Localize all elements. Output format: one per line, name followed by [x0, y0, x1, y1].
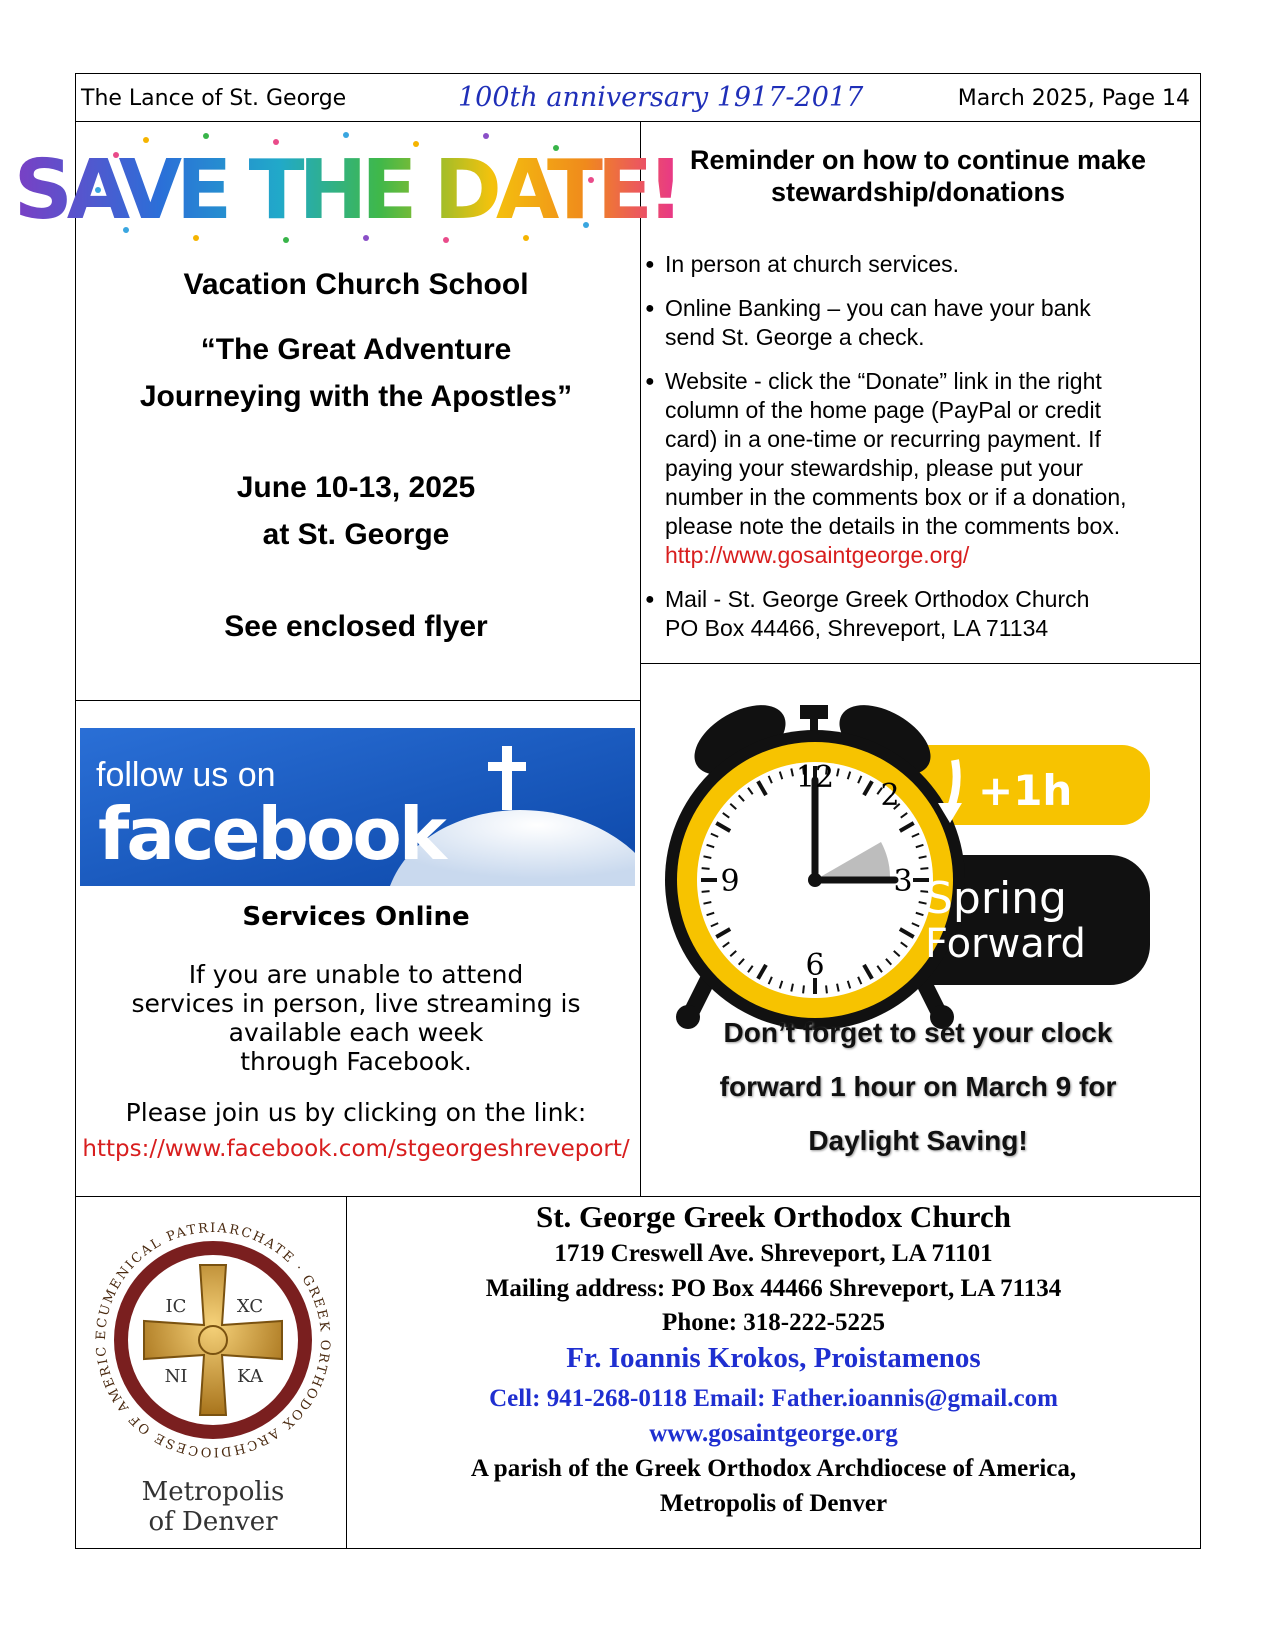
clock-tick — [826, 985, 827, 993]
clock-tick — [702, 868, 710, 869]
dst-message-line-3: Daylight Saving! — [808, 1125, 1028, 1156]
plus-one-hour-badge: +1h — [978, 766, 1073, 815]
street-address: 1719 Creswell Ave. Shreveport, LA 71101 — [554, 1240, 993, 1267]
item-line: column of the home page (PayPal or credit — [665, 397, 1101, 423]
stewardship-title-line-1: Reminder on how to continue make — [689, 145, 1147, 175]
left-mid-divider — [75, 700, 640, 701]
frame-left — [75, 73, 76, 1549]
bullet-icon: ● — [645, 591, 655, 608]
body-line: services in person, live streaming is — [131, 989, 581, 1018]
clock-number: 6 — [805, 948, 825, 983]
list-item — [645, 367, 1185, 570]
priest-name: Fr. Ioannis Krokos, Proistamenos — [566, 1342, 981, 1374]
issue-page: March 2025, Page 14 — [957, 86, 1190, 111]
item-line: In person at church services. — [665, 251, 960, 277]
seal-letter: NI — [164, 1366, 188, 1387]
seal-letter: IC — [165, 1296, 187, 1317]
services-online-heading: Services Online — [242, 902, 470, 932]
follow-us-text: follow us on — [96, 756, 276, 794]
item-line: send St. George a check. — [665, 324, 925, 350]
spring-label: Spring — [925, 873, 1067, 924]
parish-website-link[interactable]: www.gosaintgeorge.org — [649, 1420, 898, 1447]
frame-top — [75, 73, 1201, 74]
clock-number: 2 — [880, 778, 900, 813]
stewardship-title — [640, 144, 1196, 208]
clock-number: 3 — [893, 864, 913, 899]
services-online-body — [77, 960, 635, 1076]
seal-letter: KA — [237, 1366, 263, 1387]
event-location: at St. George — [262, 518, 450, 551]
list-item — [645, 585, 1185, 643]
body-line: through Facebook. — [240, 1047, 472, 1076]
item-line: Online Banking – you can have your bank — [665, 295, 1091, 321]
item-line: please note the details in the comments box. — [665, 513, 1121, 539]
parish-line-2: Metropolis of Denver — [659, 1490, 888, 1517]
metropolis-seal — [80, 1210, 346, 1540]
item-line: Mail - St. George Greek Orthodox Church — [665, 586, 1090, 612]
save-the-date-text: SAVE THE DATE! — [13, 143, 679, 238]
dst-message-line-2: forward 1 hour on March 9 for — [719, 1071, 1117, 1102]
phone-number: Phone: 318-222-5225 — [662, 1309, 885, 1336]
frame-right — [1200, 73, 1201, 1549]
newsletter-title: The Lance of St. George — [81, 86, 347, 111]
priest-contact[interactable]: Cell: 941-268-0118 Email: Father.ioannis@gmail.com — [489, 1385, 1058, 1412]
body-line: If you are unable to attend — [188, 960, 524, 989]
body-line: available each week — [228, 1018, 484, 1047]
theme-line-1: “The Great Adventure — [200, 333, 512, 366]
metropolis-label: Metropolis — [141, 1477, 285, 1507]
anniversary-tagline: 100th anniversary 1917-2017 — [458, 82, 864, 113]
mailing-address: Mailing address: PO Box 44466 Shreveport, LA 71134 — [485, 1275, 1062, 1302]
stewardship-title-line-2: stewardship/donations — [770, 177, 1066, 207]
cross-icon — [502, 746, 512, 810]
forward-label: Forward — [925, 921, 1086, 967]
church-name: St. George Greek Orthodox Church — [535, 1199, 1012, 1234]
denver-label: of Denver — [148, 1507, 278, 1537]
item-line: card) in a one-time or recurring payment. If — [665, 426, 1101, 452]
seal-ring-text: ECUMENICAL PATRIARCHATE · GREEK ORTHODOX ARCHDIOCESE OF AMERIC — [93, 1220, 333, 1460]
facebook-logo-text: facebook — [98, 792, 444, 876]
join-instruction: Please join us by clicking on the link: — [125, 1098, 587, 1127]
seal-letter: XC — [236, 1296, 264, 1317]
stewardship-list — [645, 250, 1185, 658]
item-line: number in the comments box or if a donation, — [665, 484, 1127, 510]
clock-tick — [803, 985, 804, 993]
save-the-date-banner — [13, 130, 679, 245]
flyer-note: See enclosed flyer — [224, 610, 488, 643]
right-mid-divider — [640, 663, 1201, 664]
frame-bottom — [75, 1548, 1201, 1549]
clock-number: 9 — [720, 864, 740, 899]
header-divider — [75, 121, 1201, 122]
clock-tick — [702, 891, 710, 892]
parish-line-1: A parish of the Greek Orthodox Archdiocese of America, — [470, 1455, 1077, 1482]
event-title: Vacation Church School — [183, 268, 529, 301]
footer-divider — [75, 1196, 1201, 1197]
dst-message-line-1: Don’t forget to set your clock — [723, 1017, 1113, 1048]
list-item — [645, 294, 1185, 352]
facebook-banner[interactable] — [80, 728, 635, 886]
website-donate-link[interactable]: http://www.gosaintgeorge.org/ — [665, 542, 970, 568]
bullet-icon: ● — [645, 373, 655, 390]
item-line: Website - click the “Donate” link in the right — [665, 368, 1102, 394]
bullet-icon: ● — [645, 300, 655, 317]
list-item — [645, 250, 1185, 279]
clock-number: 12 — [795, 760, 835, 795]
item-line: paying your stewardship, please put your — [665, 455, 1084, 481]
clock-tick — [920, 868, 928, 869]
theme-line-2: Journeying with the Apostles” — [139, 380, 573, 413]
event-dates: June 10-13, 2025 — [236, 471, 476, 504]
bullet-icon: ● — [645, 256, 655, 273]
facebook-link[interactable]: https://www.facebook.com/stgeorgeshreveport/ — [82, 1136, 630, 1162]
spring-forward-clock — [660, 705, 1180, 1045]
item-line: PO Box 44466, Shreveport, LA 71134 — [665, 615, 1049, 641]
